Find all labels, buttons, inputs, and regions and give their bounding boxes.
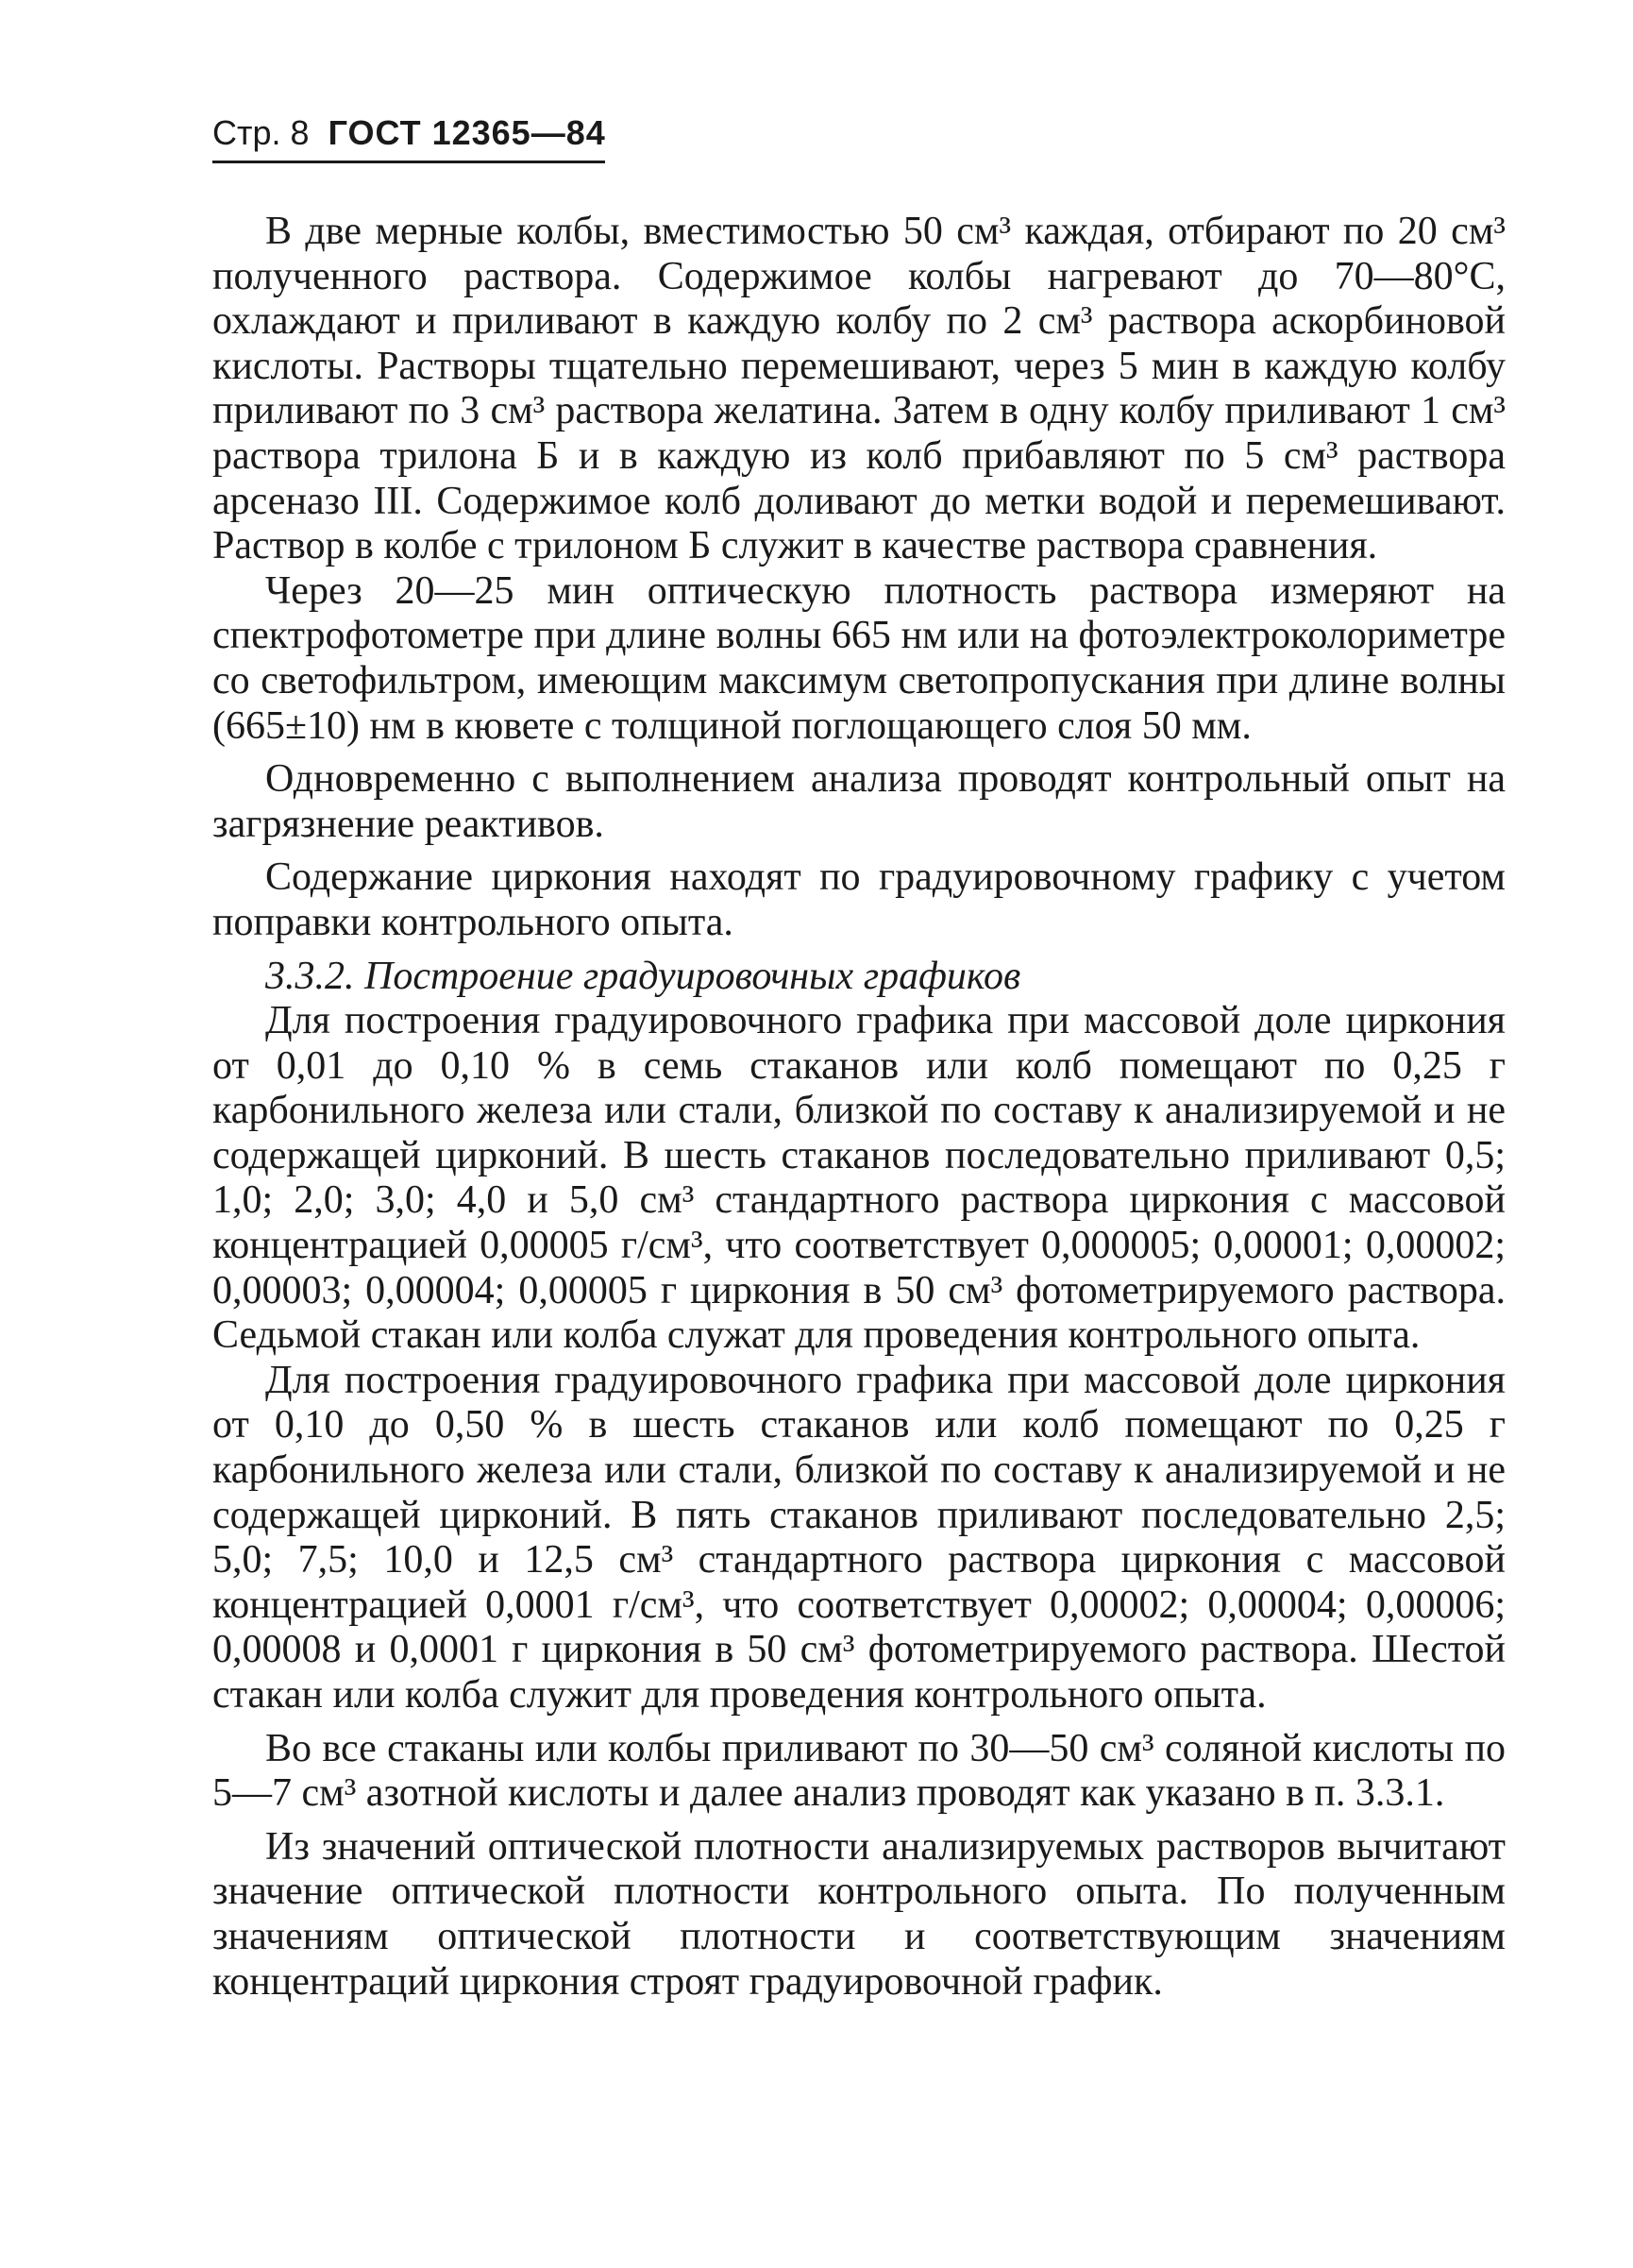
header-rule	[212, 161, 605, 163]
paragraph-sample-preparation: В две мерные колбы, вместимостью 50 см³ каждая, отбирают по 20 см³ полученного раствора. Содержимое колбы нагревают до 70—80°С, охлаждают и приливают в каждую колбу по 2 см³ раствора аскорбиновой кислоты. Растворы тщательно перемешивают, через 5 мин в каждую колбу приливают по 3 см³ раствора желатина. Затем в одну колбу приливают 1 см³ раствора трилона Б и в каждую из колб прибавляют по 5 см³ раствора арсеназо III. Содержимое колб доливают до метки водой и перемешивают. Раствор в колбе с трилоном Б служит в качестве раствора сравнения.	[212, 210, 1506, 568]
paragraph-zirconium-content: Содержание циркония находят по градуировочному графику с учетом поправки контрольного опыта.	[212, 855, 1506, 944]
paragraph-calibration-low: Для построения градуировочного графика при массовой доле циркония от 0,01 до 0,10 % в семь стаканов или колб помещают по 0,25 г карбонильного железа или стали, близкой по составу к анализируемой и не содержащей цирконий. В шесть стаканов последовательно приливают 0,5; 1,0; 2,0; 3,0; 4,0 и 5,0 см³ стандартного раствора циркония с массовой концентрацией 0,00005 г/см³, что соответствует 0,000005; 0,00001; 0,00002; 0,00003; 0,00004; 0,00005 г циркония в 50 см³ фотометрируемого раствора. Седьмой стакан или колба служат для проведения контрольного опыта.	[212, 999, 1506, 1358]
page-header	[212, 111, 609, 155]
section-heading-calibration: 3.3.2. Построение градуировочных графиков	[265, 954, 1021, 998]
paragraph-calibration-graph: Из значений оптической плотности анализируемых растворов вычитают значение оптической плотности контрольного опыта. По полученным значениям оптической плотности и соответствующим значениям концентраций циркония строят градуировочной график.	[212, 1824, 1506, 2004]
paragraph-calibration-high: Для построения градуировочного графика при массовой доле циркония от 0,10 до 0,50 % в шесть стаканов или колб помещают по 0,25 г карбонильного железа или стали, близкой по составу к анализируемой и не содержащей цирконий. В пять стаканов приливают последовательно 2,5; 5,0; 7,5; 10,0 и 12,5 см³ стандартного раствора циркония с массовой концентрацией 0,0001 г/см³, что соответствует 0,00002; 0,00004; 0,00006; 0,00008 и 0,0001 г циркония в 50 см³ фотометрируемого раствора. Шестой стакан или колба служит для проведения контрольного опыта.	[212, 1358, 1506, 1717]
paragraph-acid-addition: Во все стаканы или колбы приливают по 30—50 см³ соляной кислоты по 5—7 см³ азотной кислоты и далее анализ проводят как указано в п. 3.3.1.	[212, 1726, 1506, 1816]
standard-designation: ГОСТ 12365—84	[328, 113, 606, 152]
paragraph-control-experiment: Одновременно с выполнением анализа проводят контрольный опыт на загрязнение реактивов.	[212, 757, 1506, 846]
body-text	[212, 210, 1506, 2005]
paragraph-optical-density: Через 20—25 мин оптическую плотность раствора измеряют на спектрофотометре при длине волны 665 нм или на фотоэлектроколориметре со светофильтром, имеющим максимум светопропускания при длине волны (665±10) нм в кювете с толщиной поглощающего слоя 50 мм.	[212, 568, 1506, 748]
page-number: Стр. 8	[212, 113, 310, 152]
